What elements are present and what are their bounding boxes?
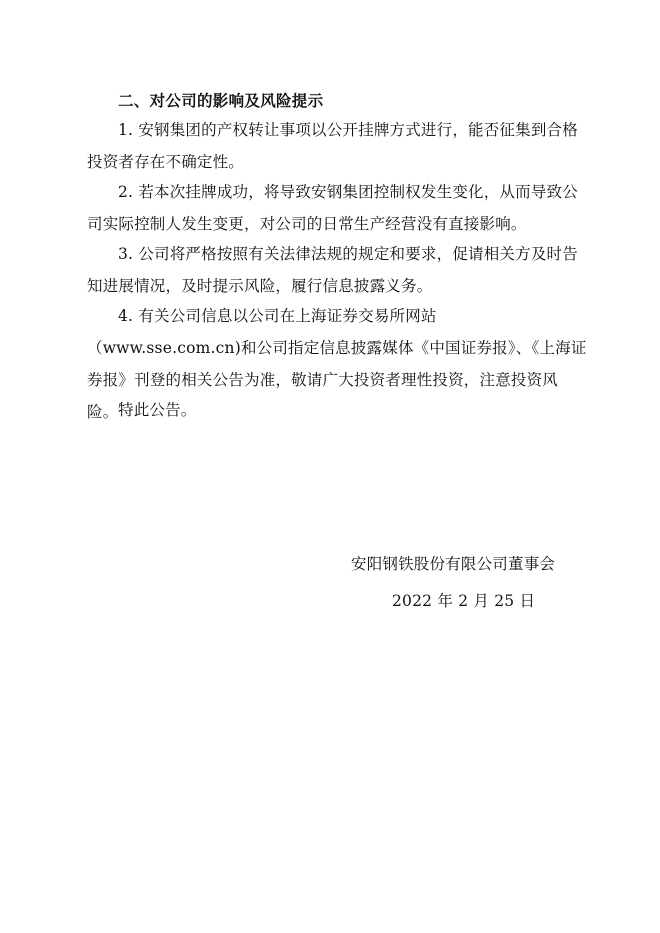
- section-heading: 二、对公司的影响及风险提示: [118, 91, 324, 110]
- signature-date: 2022 年 2 月 25 日: [392, 592, 536, 610]
- paragraph-risk-1: 1. 安钢集团的产权转让事项以公开挂牌方式进行，能否征集到合格投资者存在不确定性。: [87, 121, 578, 171]
- signature-company: 安阳钢铁股份有限公司董事会: [351, 555, 556, 573]
- paragraph-closing: 特此公告。: [118, 401, 197, 419]
- paragraph-risk-3: 3. 公司将严格按照有关法律法规的规定和要求，促请相关方及时告知进展情况，及时提示风险，履行信息披露义务。: [87, 245, 578, 295]
- paragraph-risk-4: 4. 有关公司信息以公司在上海证券交易所网站（www.sse.com.cn)和公司指定信息披露媒体《中国证券报》、《上海证券报》刊登的相关公告为准，敬请广大投资者理性投资，注意投资风险。: [87, 307, 587, 421]
- paragraph-risk-2: 2. 若本次挂牌成功，将导致安钢集团控制权发生变化，从而导致公司实际控制人发生变更，对公司的日常生产经营没有直接影响。: [87, 183, 578, 233]
